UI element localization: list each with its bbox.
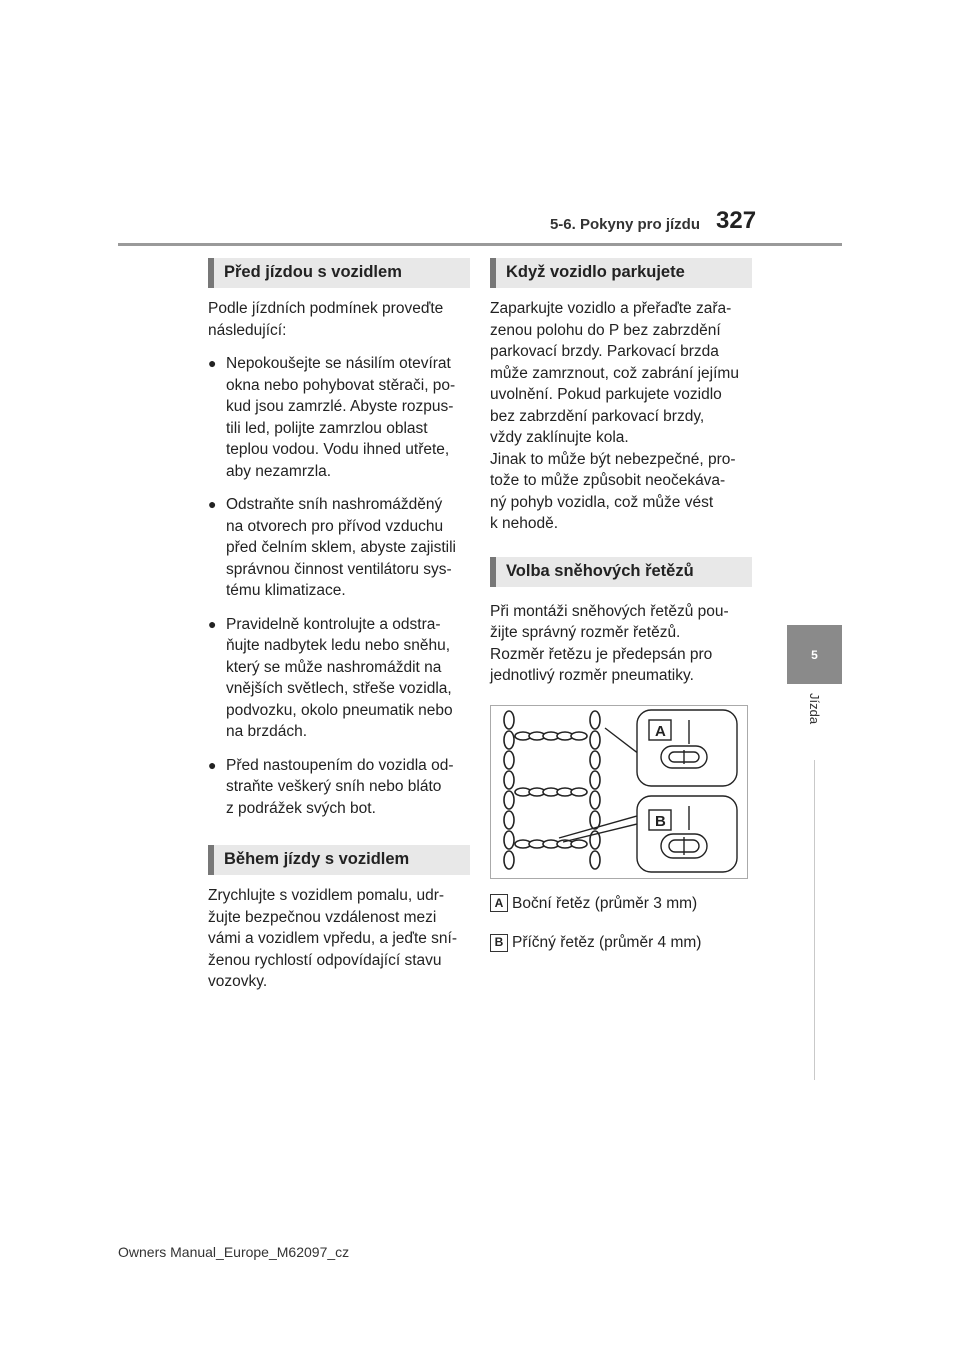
text-line: teplou vodou. Vodu ihned utřete, — [226, 441, 450, 458]
text-line: vnějších světlech, střeše vozidla, — [226, 680, 452, 697]
snow-chain-illustration — [491, 706, 747, 878]
text-line: tili led, polijte zamrzlou oblast — [226, 419, 428, 437]
text-line: bez zabrzdění parkovací brzdy, — [490, 407, 705, 425]
text-line: ný pohyb vozidla, což může vést — [490, 493, 714, 511]
heading-snow-chains: Volba sněhových řetězů — [490, 557, 752, 587]
text-line: žujte bezpečnou vzdálenost mezi — [208, 908, 437, 926]
text-line: k nehodě. — [490, 515, 559, 532]
legend-label-b: B — [490, 934, 508, 952]
cross-chain-2 — [515, 788, 587, 796]
callout-b-label: B — [655, 812, 666, 830]
text-line: před čelním sklem, abyste zajistili — [226, 539, 456, 556]
driving-paragraph — [208, 885, 470, 993]
text-line: tože to může způsobit neočekáva- — [490, 472, 726, 489]
cross-chain-3 — [515, 840, 587, 848]
chapter-name-text: Jízda — [807, 693, 822, 725]
legend-item-b — [490, 932, 752, 954]
side-chain-right — [590, 711, 600, 869]
heading-before-driving: Před jízdou s vozidlem — [208, 258, 470, 288]
text-line: aby nezamrzla. — [226, 462, 332, 480]
text-line: žijte správný rozměr řetězů. — [490, 624, 681, 641]
text-line: vámi a vozidlem vpředu, a jeďte sní- — [208, 930, 458, 947]
snow-chain-figure — [490, 705, 748, 879]
text-line: následující: — [208, 321, 287, 339]
bullet-item — [208, 755, 470, 820]
legend-label-a: A — [490, 894, 508, 912]
text-line: může zamrznout, což zabrání jejímu — [490, 364, 739, 382]
callout-a-label: A — [655, 722, 666, 740]
chapter-name — [787, 693, 842, 743]
chains-paragraph — [490, 601, 752, 687]
heading-while-driving: Během jízdy s vozidlem — [208, 845, 470, 875]
text-line: Podle jízdních podmínek proveďte — [208, 300, 444, 317]
text-line: uvolnění. Pokud parkujete vozidlo — [490, 386, 722, 403]
text-line: Při montáži sněhových řetězů pou- — [490, 602, 729, 620]
text-line: Pravidelně kontrolujte a odstra- — [226, 615, 441, 633]
text-line: vždy zaklínujte kola. — [490, 429, 629, 446]
intro-paragraph — [208, 298, 470, 341]
text-line: na otvorech pro přívod vzduchu — [226, 517, 444, 535]
text-line: Rozměr řetězu je předepsán pro — [490, 645, 713, 663]
text-line: parkovací brzdy. Parkovací brzda — [490, 343, 719, 360]
chapter-divider — [814, 760, 815, 1080]
text-line: jednotlivý rozměr pneumatiky. — [490, 667, 694, 684]
text-line: ňujte nadbytek ledu nebo sněhu, — [226, 637, 451, 654]
legend-text-a: Boční řetěz (průměr 3 mm) — [512, 894, 698, 912]
callout-a — [605, 710, 737, 786]
text-line: na brzdách. — [226, 723, 307, 740]
bullet-icon: ● — [208, 615, 217, 632]
left-column — [208, 258, 470, 993]
legend-text-b: Příčný řetěz (průměr 4 mm) — [512, 934, 702, 951]
text-line: Jinak to může být nebezpečné, pro- — [490, 450, 736, 468]
text-line: tému klimatizace. — [226, 582, 346, 599]
text-line: Odstraňte sníh nashromážděný — [226, 496, 443, 513]
text-line: straňte veškerý sníh nebo bláto — [226, 778, 442, 795]
legend-item-a — [490, 893, 752, 915]
text-line: který se může nashromáždit na — [226, 658, 442, 676]
callout-b — [559, 796, 737, 872]
footer-manual-id: Owners Manual_Europe_M62097_cz — [118, 1244, 350, 1260]
section-title: 5-6. Pokyny pro jízdu — [549, 216, 700, 233]
text-line: Zrychlujte s vozidlem pomalu, udr- — [208, 887, 445, 904]
text-line: z podrážek svých bot. — [226, 799, 376, 817]
text-line: Nepokoušejte se násilím otevírat — [226, 355, 451, 372]
header-rule — [118, 243, 842, 246]
text-line: vozovky. — [208, 973, 268, 990]
text-line: správnou činnost ventilátoru sys- — [226, 560, 452, 578]
parking-paragraph — [490, 298, 752, 535]
cross-chain-1 — [515, 732, 587, 740]
text-line: kud jsou zamrzlé. Abyste rozpus- — [226, 398, 454, 415]
right-column — [490, 258, 752, 954]
page-number: 327 — [716, 207, 757, 234]
text-line: podvozku, okolo pneumatik nebo — [226, 701, 453, 719]
chapter-tab[interactable]: 5 — [787, 625, 842, 684]
text-line: okna nebo pohybovat stěrači, po- — [226, 376, 456, 394]
text-line: ženou rychlostí odpovídající stavu — [208, 951, 442, 969]
side-chain-left — [504, 711, 514, 869]
bullet-icon: ● — [208, 496, 217, 512]
text-line: zenou polohu do P bez zabrzdění — [490, 321, 721, 339]
heading-parking: Když vozidlo parkujete — [490, 258, 752, 288]
bullet-icon: ● — [208, 756, 217, 773]
bullet-icon: ● — [208, 355, 217, 371]
bullet-item — [208, 614, 470, 743]
text-line: Před nastoupením do vozidla od- — [226, 756, 454, 774]
bullet-item — [208, 353, 470, 482]
text-line: Zaparkujte vozidlo a přeřaďte zařa- — [490, 300, 732, 317]
bullet-item — [208, 494, 470, 602]
